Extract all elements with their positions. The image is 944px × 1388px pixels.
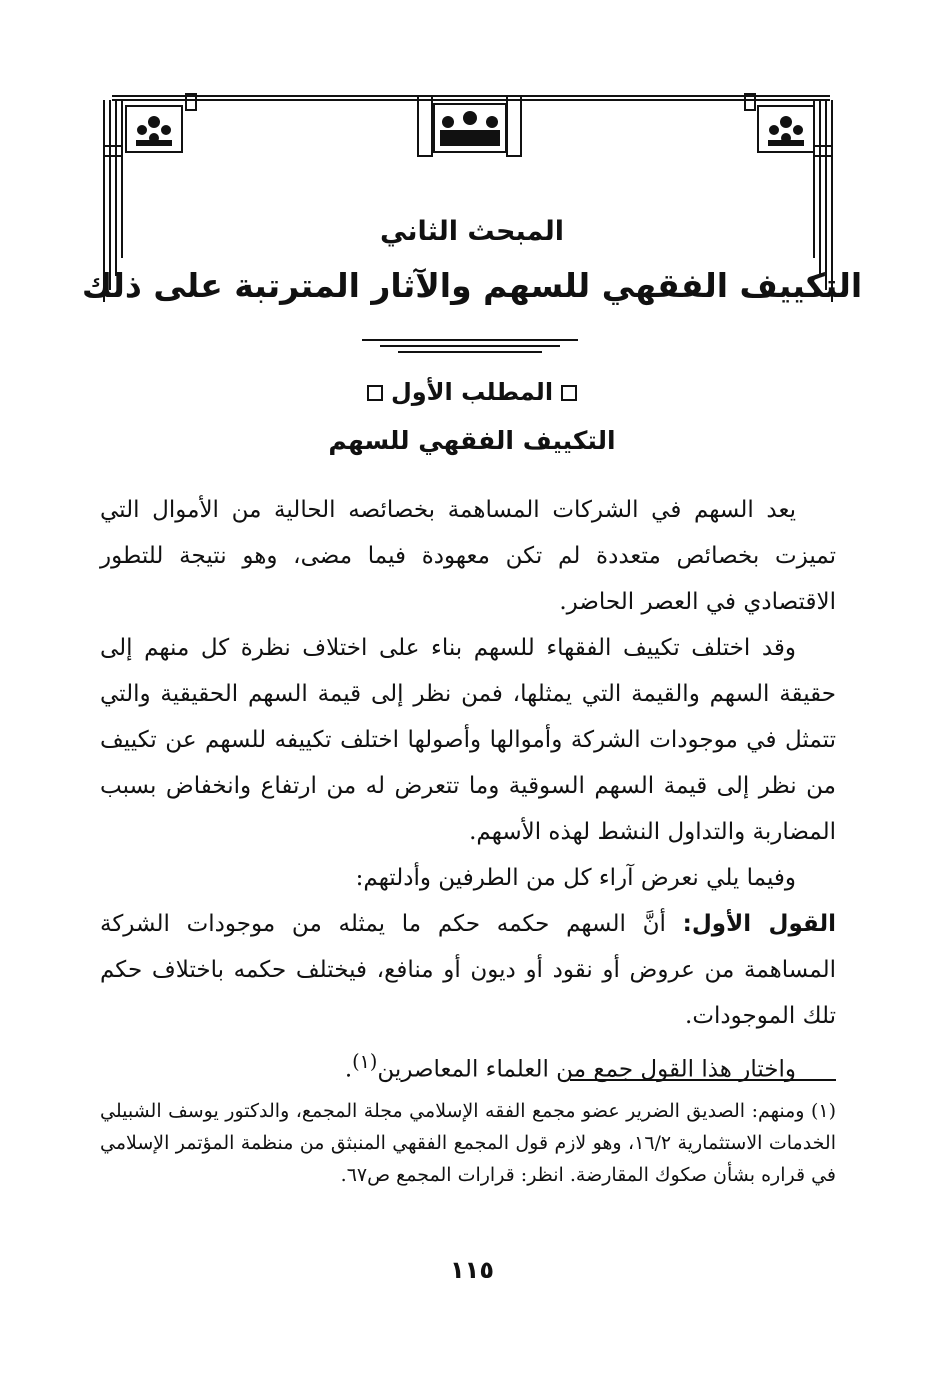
square-bullet-icon — [367, 385, 383, 401]
paragraph: وقد اختلف تكييف الفقهاء للسهم بناء على اختلاف نظرة كل منهم إلى حقيقة السهم والقيمة التي يمثلها، فمن نظر إلى قيمة السهم الحقيقية والتي تتمثل في موجودات الشركة وأموالها وأصولها اختلف تكييفه للسهم عن تكييف من نظر إلى قيمة السهم السوقية وما تتعرض له من ارتفاع وانخفاض بسبب المضاربة والتداول النشط لهذه الأسهم. — [100, 635, 836, 845]
subsection-title: التكييف الفقهي للسهم — [328, 426, 616, 455]
paragraph — [100, 1039, 836, 1093]
square-bullet-icon — [561, 385, 577, 401]
paragraph-end: . — [344, 1056, 353, 1083]
opinion-text: أنَّ السهم حكمه حكم ما يمثله من موجودات الشركة المساهمة من عروض أو نقود أو ديون أو منافع، فيختلف حكمه باختلاف حكم تلك الموجودات. — [100, 911, 836, 1029]
subsection-heading-text: المطلب الأول — [390, 378, 554, 406]
chapter-title: التكييف الفقهي للسهم والآثار المترتبة على ذلك — [81, 266, 863, 305]
footnote: (١) ومنهم: الصديق الضرير عضو مجمع الفقه الإسلامي مجلة المجمع، والدكتور يوسف الشبيلي الخدمات الاستثمارية ١٦/٢، وهو لازم قول المجمع الفقهي المنبثق من منظمة المؤتمر الإسلامي في قراره بشأن صكوك المقارضة. انظر: قرارات المجمع ص٦٧. — [100, 1100, 836, 1186]
paragraph-text: واختار هذا القول جمع من العلماء المعاصرين — [377, 1056, 796, 1083]
body-text — [100, 487, 836, 1093]
footnote-separator — [570, 1079, 836, 1081]
paragraph — [100, 901, 836, 1039]
ornamental-header-frame — [0, 0, 944, 360]
footnote-reference: (١) — [352, 1050, 378, 1073]
opinion-label: القول الأول: — [682, 911, 836, 937]
page-number: ١١٥ — [450, 1256, 494, 1284]
paragraph: يعد السهم في الشركات المساهمة بخصائصه الحالية من الأموال التي تميزت بخصائص متعددة لم تكن معهودة فيما مضى، وهو نتيجة للتطور الاقتصادي في العصر الحاضر. — [100, 497, 836, 615]
section-label: المبحث الثاني — [380, 216, 564, 247]
paragraph: وفيما يلي نعرض آراء كل من الطرفين وأدلتهم: — [355, 865, 796, 891]
subsection-heading — [0, 378, 944, 406]
